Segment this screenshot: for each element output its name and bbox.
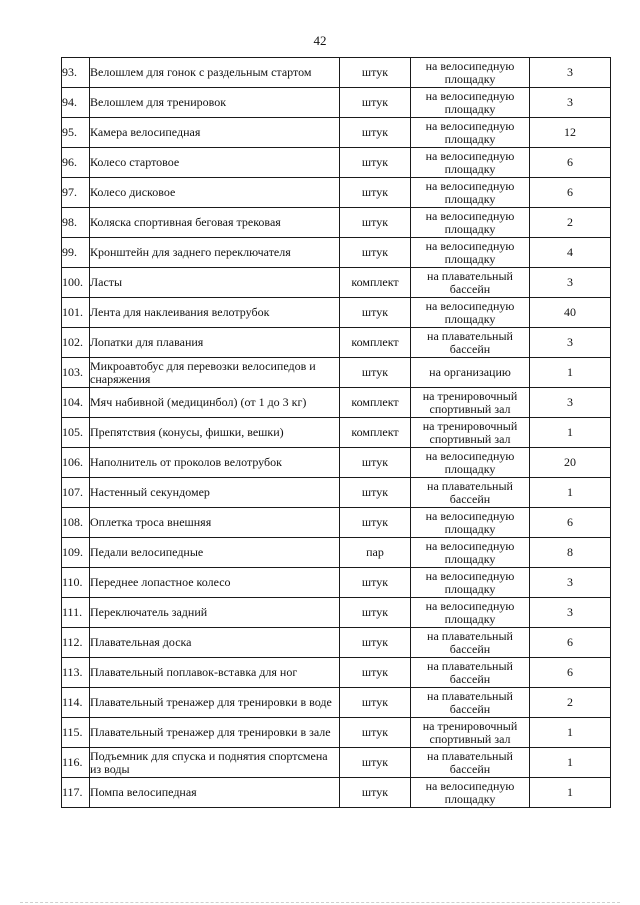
quantity: 1 (530, 418, 611, 448)
quantity: 3 (530, 388, 611, 418)
quantity: 3 (530, 268, 611, 298)
table-row (62, 208, 611, 238)
table-row (62, 328, 611, 358)
placement: на плавательный бассейн (411, 658, 530, 688)
item-name: Оплетка троса внешняя (90, 508, 340, 538)
table-row (62, 298, 611, 328)
unit-of-measure: комплект (340, 328, 411, 358)
quantity: 1 (530, 718, 611, 748)
unit-of-measure: штук (340, 448, 411, 478)
unit-of-measure: штук (340, 298, 411, 328)
table-row (62, 688, 611, 718)
scan-edge-marks (20, 900, 620, 903)
row-number: 102. (62, 328, 90, 358)
row-number: 101. (62, 298, 90, 328)
quantity: 3 (530, 88, 611, 118)
row-number: 116. (62, 748, 90, 778)
unit-of-measure: штук (340, 148, 411, 178)
item-name: Переключатель задний (90, 598, 340, 628)
item-name: Помпа велосипедная (90, 778, 340, 808)
row-number: 99. (62, 238, 90, 268)
unit-of-measure: штук (340, 748, 411, 778)
unit-of-measure: пар (340, 538, 411, 568)
table-row (62, 268, 611, 298)
table-row (62, 748, 611, 778)
quantity: 2 (530, 208, 611, 238)
placement: на велосипедную площадку (411, 298, 530, 328)
placement: на велосипедную площадку (411, 208, 530, 238)
row-number: 105. (62, 418, 90, 448)
item-name: Педали велосипедные (90, 538, 340, 568)
placement: на велосипедную площадку (411, 598, 530, 628)
row-number: 108. (62, 508, 90, 538)
table-row (62, 388, 611, 418)
unit-of-measure: штук (340, 568, 411, 598)
placement: на велосипедную площадку (411, 148, 530, 178)
placement: на велосипедную площадку (411, 58, 530, 88)
row-number: 96. (62, 148, 90, 178)
row-number: 117. (62, 778, 90, 808)
table-row (62, 448, 611, 478)
unit-of-measure: комплект (340, 418, 411, 448)
row-number: 94. (62, 88, 90, 118)
item-name: Ласты (90, 268, 340, 298)
item-name: Лента для наклеивания велотрубок (90, 298, 340, 328)
unit-of-measure: штук (340, 598, 411, 628)
unit-of-measure: штук (340, 478, 411, 508)
quantity: 3 (530, 568, 611, 598)
table-row (62, 418, 611, 448)
row-number: 111. (62, 598, 90, 628)
unit-of-measure: штук (340, 238, 411, 268)
unit-of-measure: штук (340, 688, 411, 718)
item-name: Велошлем для гонок с раздельным стартом (90, 58, 340, 88)
quantity: 6 (530, 148, 611, 178)
quantity: 3 (530, 58, 611, 88)
row-number: 98. (62, 208, 90, 238)
quantity: 3 (530, 328, 611, 358)
row-number: 113. (62, 658, 90, 688)
row-number: 93. (62, 58, 90, 88)
item-name: Камера велосипедная (90, 118, 340, 148)
quantity: 8 (530, 538, 611, 568)
row-number: 109. (62, 538, 90, 568)
table-row (62, 88, 611, 118)
table-row (62, 508, 611, 538)
item-name: Микроавтобус для перевозки велосипедов и снаряжения (90, 358, 340, 388)
equipment-table-body (62, 58, 611, 808)
placement: на велосипедную площадку (411, 508, 530, 538)
item-name: Коляска спортивная беговая трековая (90, 208, 340, 238)
table-row (62, 598, 611, 628)
row-number: 110. (62, 568, 90, 598)
row-number: 106. (62, 448, 90, 478)
unit-of-measure: штук (340, 718, 411, 748)
item-name: Плавательный тренажер для тренировки в зале (90, 718, 340, 748)
item-name: Подъемник для спуска и поднятия спортсмена из воды (90, 748, 340, 778)
quantity: 20 (530, 448, 611, 478)
item-name: Плавательная доска (90, 628, 340, 658)
table-row (62, 778, 611, 808)
placement: на тренировочный спортивный зал (411, 418, 530, 448)
quantity: 2 (530, 688, 611, 718)
table-row (62, 538, 611, 568)
placement: на велосипедную площадку (411, 88, 530, 118)
item-name: Настенный секундомер (90, 478, 340, 508)
unit-of-measure: штук (340, 508, 411, 538)
placement: на тренировочный спортивный зал (411, 388, 530, 418)
quantity: 4 (530, 238, 611, 268)
placement: на плавательный бассейн (411, 328, 530, 358)
item-name: Колесо дисковое (90, 178, 340, 208)
placement: на велосипедную площадку (411, 118, 530, 148)
item-name: Плавательный тренажер для тренировки в воде (90, 688, 340, 718)
item-name: Лопатки для плавания (90, 328, 340, 358)
row-number: 95. (62, 118, 90, 148)
table-row (62, 628, 611, 658)
unit-of-measure: штук (340, 358, 411, 388)
row-number: 100. (62, 268, 90, 298)
placement: на плавательный бассейн (411, 688, 530, 718)
placement: на плавательный бассейн (411, 478, 530, 508)
unit-of-measure: комплект (340, 268, 411, 298)
row-number: 97. (62, 178, 90, 208)
table-row (62, 568, 611, 598)
placement: на велосипедную площадку (411, 568, 530, 598)
table-row (62, 238, 611, 268)
quantity: 1 (530, 778, 611, 808)
placement: на плавательный бассейн (411, 268, 530, 298)
item-name: Наполнитель от проколов велотрубок (90, 448, 340, 478)
unit-of-measure: штук (340, 178, 411, 208)
quantity: 1 (530, 358, 611, 388)
quantity: 6 (530, 178, 611, 208)
table-row (62, 178, 611, 208)
unit-of-measure: штук (340, 88, 411, 118)
placement: на велосипедную площадку (411, 538, 530, 568)
placement: на организацию (411, 358, 530, 388)
placement: на велосипедную площадку (411, 178, 530, 208)
table-row (62, 358, 611, 388)
unit-of-measure: штук (340, 778, 411, 808)
placement: на велосипедную площадку (411, 238, 530, 268)
item-name: Препятствия (конусы, фишки, вешки) (90, 418, 340, 448)
quantity: 1 (530, 478, 611, 508)
item-name: Плавательный поплавок-вставка для ног (90, 658, 340, 688)
placement: на велосипедную площадку (411, 778, 530, 808)
unit-of-measure: комплект (340, 388, 411, 418)
row-number: 112. (62, 628, 90, 658)
placement: на тренировочный спортивный зал (411, 718, 530, 748)
item-name: Кронштейн для заднего переключателя (90, 238, 340, 268)
quantity: 6 (530, 658, 611, 688)
equipment-table (61, 57, 611, 808)
item-name: Мяч набивной (медицинбол) (от 1 до 3 кг) (90, 388, 340, 418)
placement: на плавательный бассейн (411, 748, 530, 778)
unit-of-measure: штук (340, 208, 411, 238)
quantity: 6 (530, 628, 611, 658)
table-row (62, 58, 611, 88)
item-name: Колесо стартовое (90, 148, 340, 178)
item-name: Переднее лопастное колесо (90, 568, 340, 598)
table-row (62, 718, 611, 748)
quantity: 40 (530, 298, 611, 328)
quantity: 6 (530, 508, 611, 538)
table-row (62, 118, 611, 148)
table-row (62, 478, 611, 508)
table-row (62, 148, 611, 178)
row-number: 103. (62, 358, 90, 388)
unit-of-measure: штук (340, 118, 411, 148)
unit-of-measure: штук (340, 658, 411, 688)
placement: на плавательный бассейн (411, 628, 530, 658)
quantity: 3 (530, 598, 611, 628)
quantity: 1 (530, 748, 611, 778)
quantity: 12 (530, 118, 611, 148)
row-number: 115. (62, 718, 90, 748)
table-row (62, 658, 611, 688)
row-number: 107. (62, 478, 90, 508)
unit-of-measure: штук (340, 628, 411, 658)
page-number: 42 (313, 33, 327, 48)
item-name: Велошлем для тренировок (90, 88, 340, 118)
unit-of-measure: штук (340, 58, 411, 88)
placement: на велосипедную площадку (411, 448, 530, 478)
row-number: 114. (62, 688, 90, 718)
row-number: 104. (62, 388, 90, 418)
